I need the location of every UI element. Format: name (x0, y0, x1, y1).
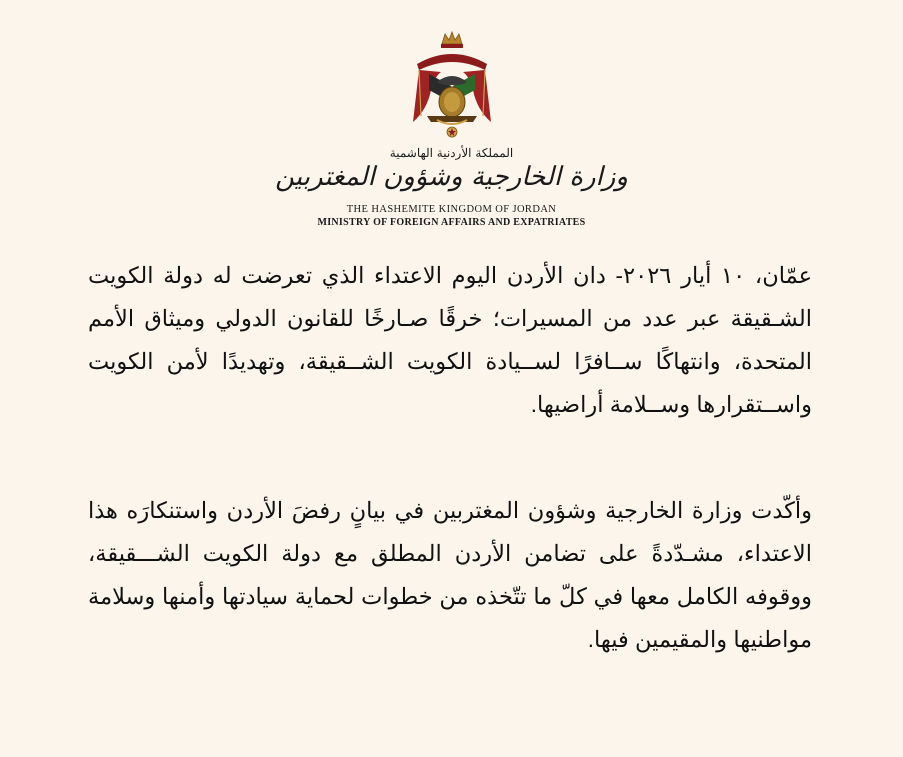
ministry-arabic-small: المملكة الأردنية الهاشمية (389, 146, 514, 160)
jordan-coat-of-arms-icon (407, 30, 497, 140)
ministry-arabic-title: وزارة الخارجية وشؤون المغتربين (275, 162, 628, 192)
statement-paragraph-2: وأكّدت وزارة الخارجية وشؤون المغتربين في بيانٍ رفضَ الأردن واستنكارَه هذا الاعتداء، مشـدّدةً على تضامن الأردن المطلق مع دولة الكويت الشـــقيقة، ووقوفه الكامل معها في كلّ ما تتّخذه من خطوات لحماية سيادتها وأمنها وسلامة مواطنيها والمقيمين فيها. (88, 498, 812, 652)
letterhead (0, 30, 903, 229)
kingdom-english-title: THE HASHEMITE KINGDOM OF JORDAN (346, 204, 557, 215)
ministry-english-title: MINISTRY OF FOREIGN AFFAIRS AND EXPATRIATES (317, 217, 586, 228)
statement-paragraph-1: عمّان، ١٠ أيار ٢٠٢٦- دان الأردن اليوم الاعتداء الذي تعرضت له دولة الكويت الشـقيقة عبر عدد من المسيرات؛ خرقًا صـارخًا للقانون الدولي وميثاق الأمم المتحدة، وانتهاكًا ســافرًا لســيادة الكويت الشــقيقة، وتهديدًا لأمن الكويت واســتقرارها وســلامة أراضيها. (88, 263, 813, 417)
